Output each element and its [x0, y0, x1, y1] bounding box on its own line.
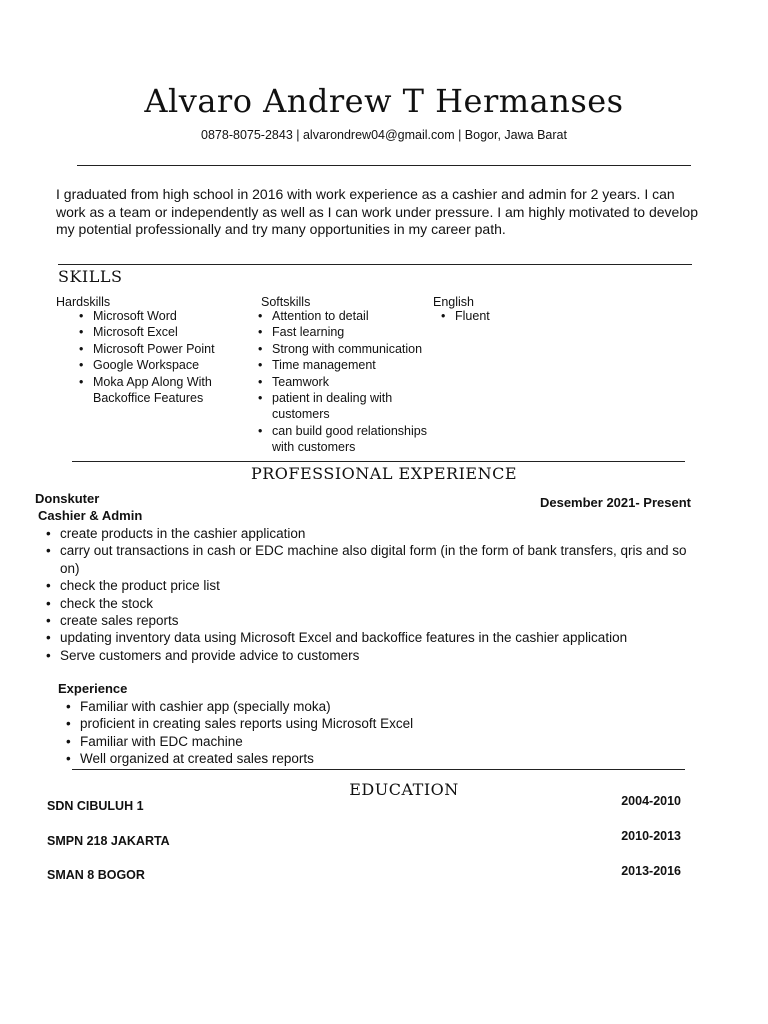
school-years: 2004-2010	[621, 794, 681, 808]
list-item: • Well organized at created sales reports	[64, 750, 684, 767]
list-item: • Time management	[256, 357, 436, 373]
experience-divider	[72, 769, 685, 770]
school-name: SMAN 8 BOGOR	[47, 868, 145, 882]
list-item: • carry out transactions in cash or EDC machine also digital form (in the form of bank transfers, qris and so on)	[44, 542, 694, 577]
skills-title: SKILLS	[58, 267, 123, 286]
english-heading: English	[433, 295, 474, 309]
list-item: • create sales reports	[44, 612, 694, 629]
list-item: • Google Workspace	[77, 357, 247, 373]
list-item: • Familiar with cashier app (specially moka)	[64, 698, 684, 715]
softskills-list	[256, 308, 436, 456]
experience-title: PROFESSIONAL EXPERIENCE	[250, 464, 518, 483]
list-item: • Fast learning	[256, 324, 436, 340]
list-item: • proficient in creating sales reports using Microsoft Excel	[64, 715, 684, 732]
experience-subheading: Experience	[58, 681, 128, 696]
english-list	[439, 308, 559, 324]
school-name: SDN CIBULUH 1	[47, 799, 144, 813]
company-name: Donskuter	[35, 491, 100, 506]
job-role: Cashier & Admin	[38, 508, 143, 523]
summary-divider	[58, 264, 692, 265]
list-item: • Teamwork	[256, 374, 436, 390]
list-item: • patient in dealing with customers	[256, 390, 436, 423]
list-item: • Attention to detail	[256, 308, 436, 324]
softskills-heading: Softskills	[261, 295, 311, 309]
school-years: 2010-2013	[621, 829, 681, 843]
list-item: • can build good relationships with customers	[256, 423, 436, 456]
list-item: • check the stock	[44, 595, 694, 612]
list-item: • create products in the cashier application	[44, 525, 694, 542]
list-item: • Serve customers and provide advice to customers	[44, 647, 694, 664]
header-divider	[77, 165, 691, 166]
school-years: 2013-2016	[621, 864, 681, 878]
school-name: SMPN 218 JAKARTA	[47, 834, 170, 848]
list-item: • check the product price list	[44, 577, 694, 594]
contact-line: 0878-8075-2843 | alvarondrew04@gmail.com | Bogor, Jawa Barat	[201, 128, 567, 142]
list-item: • Microsoft Word	[77, 308, 247, 324]
duties-list	[44, 525, 694, 664]
skills-divider	[72, 461, 685, 462]
list-item: • Strong with communication	[256, 341, 436, 357]
list-item: • updating inventory data using Microsoft Excel and backoffice features in the cashier application	[44, 629, 694, 646]
candidate-name: Alvaro Andrew T Hermanses	[144, 82, 624, 120]
education-title: EDUCATION	[349, 780, 459, 799]
list-item: • Moka App Along With Backoffice Features	[77, 374, 247, 407]
highlights-list	[64, 698, 684, 768]
list-item: • Familiar with EDC machine	[64, 733, 684, 750]
list-item: • Fluent	[439, 308, 559, 324]
list-item: • Microsoft Excel	[77, 324, 247, 340]
hardskills-heading: Hardskills	[56, 295, 111, 309]
job-period: Desember 2021- Present	[539, 495, 691, 510]
hardskills-list	[77, 308, 247, 406]
profile-summary: I graduated from high school in 2016 with work experience as a cashier and admin for 2 years. I can work as a team or independently as well as I can work under pressure. I am highly motivated to develop my potential professionally and try many opportunities in my career path.	[56, 186, 698, 237]
list-item: • Microsoft Power Point	[77, 341, 247, 357]
